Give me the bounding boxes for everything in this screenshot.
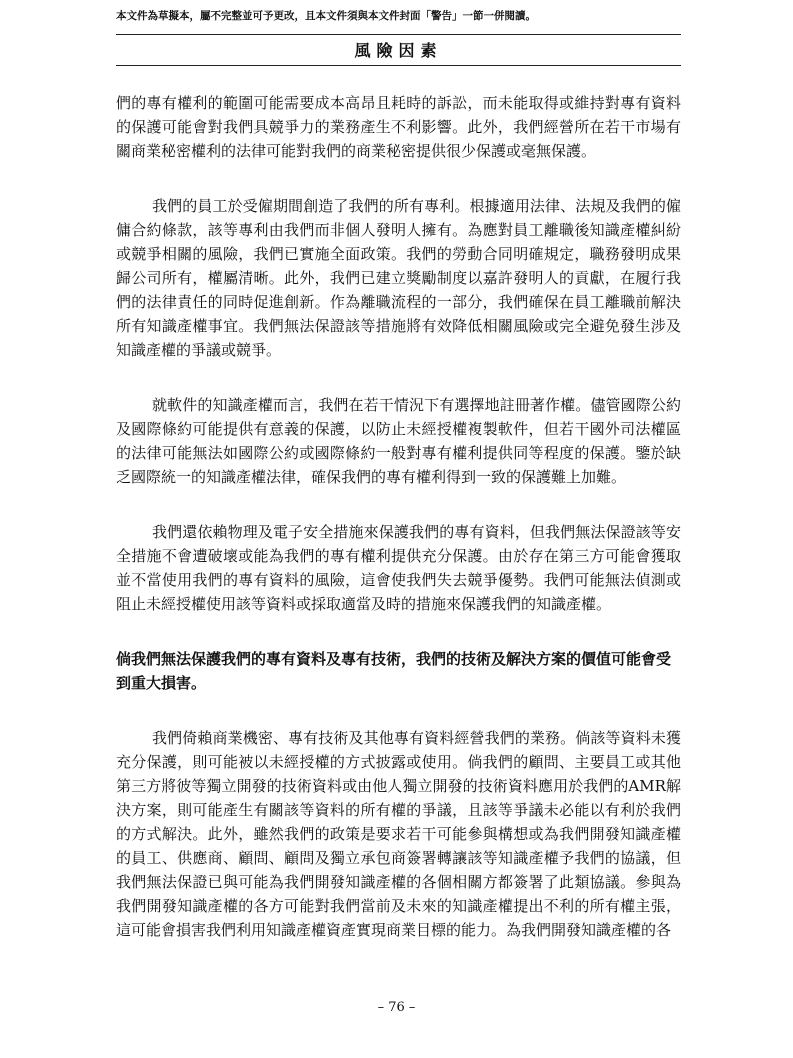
paragraph-trade-secrets: 我們倚賴商業機密、專有技術及其他專有資料經營我們的業務。倘該等資料未獲充分保護，則可能被以未經授權的方式披露或使用。倘我們的顧問、主要員工或其他第三方將彼等獨立開發的技術資料或由他人獨立開發的技術資料應用於我們的AMR解決方案，則可能產生有關該等資料的所有權的爭議，且該等爭議未必能以有利於我們的方式解決。此外，雖然我們的政策是要求若干可能參與構想或為我們開發知識產權的員工、供應商、顧問、顧問及獨立承包商簽署轉讓該等知識產權予我們的協議，但我們無法保證已與可能為我們開發知識產權的各個相關方都簽署了此類協議。參與為我們開發知識產權的各方可能對我們當前及未來的知識產權提出不利的所有權主張，這可能會損害我們利用知識產權資產實現商業目標的能力。為我們開發知識產權的各 — [116, 729, 681, 939]
draft-notice: 本文件為草擬本，屬不完整並可予更改，且本文件須與本文件封面「警告」一節一併閱讀。 — [116, 10, 536, 22]
paragraph-continuation: 們的專有權利的範圍可能需要成本高昂且耗時的訴訟，而未能取得或維持對專有資料的保護可能會對我們具競爭力的業務產生不利影響。此外，我們經營所在若干市場有關商業秘密權利的法律可能對我們的商業秘密提供很少保護或毫無保護。 — [116, 94, 681, 160]
header-rule-top — [116, 34, 681, 35]
document-body — [116, 91, 681, 973]
header-rule-bottom — [116, 65, 681, 66]
section-title: 風險因素 — [354, 41, 443, 60]
paragraph-software-ip: 就軟件的知識產權而言，我們在若干情況下有選擇地註冊著作權。儘管國際公約及國際條約可能提供有意義的保護，以防止未經授權複製軟件，但若干國外司法權區的法律可能無法如國際公約或國際條約一般對專有權利提供同等程度的保護。鑒於缺乏國際統一的知識產權法律，確保我們的專有權利得到一致的保護難上加難。 — [116, 396, 681, 486]
risk-factor-heading: 倘我們無法保護我們的專有資料及專有技術，我們的技術及解決方案的價值可能會受到重大損害。 — [116, 650, 672, 692]
page-number: – 76 – — [377, 1000, 416, 1015]
paragraph-employee-patents: 我們的員工於受僱期間創造了我們的所有專利。根據適用法律、法規及我們的僱傭合約條款，該等專利由我們而非個人發明人擁有。為應對員工離職後知識產權糾紛或競爭相關的風險，我們已實施全面政策。我們的勞動合同明確規定，職務發明成果歸公司所有，權屬清晰。此外，我們已建立獎勵制度以嘉許發明人的貢獻，在履行我們的法律責任的同時促進創新。作為離職流程的一部分，我們確保在員工離職前解決所有知識產權事宜。我們無法保證該等措施將有效降低相關風險或完全避免發生涉及知識產權的爭議或競爭。 — [116, 197, 681, 359]
paragraph-security-measures: 我們還依賴物理及電子安全措施來保護我們的專有資料，但我們無法保證該等安全措施不會遭破壞或能為我們的專有權利提供充分保護。由於存在第三方可能會獲取並不當使用我們的專有資料的風險，這會使我們失去競爭優勢。我們可能無法偵測或阻止未經授權使用該等資料或採取適當及時的措施來保護我們的知識產權。 — [116, 523, 681, 613]
